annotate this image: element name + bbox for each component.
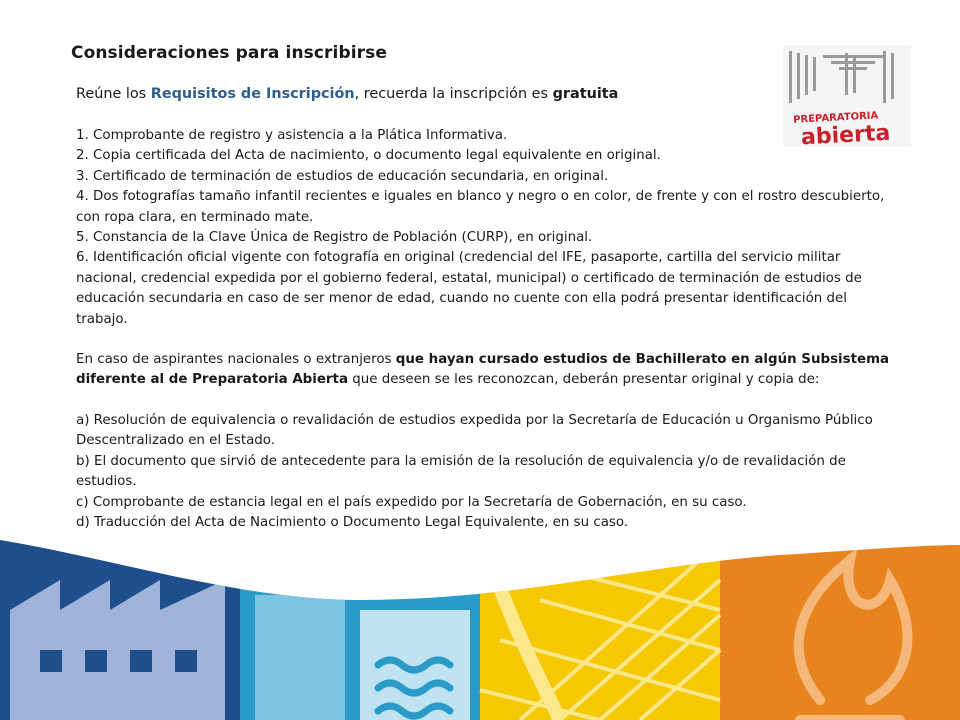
requirement-item: 4. Dos fotografías tamaño infantil recientes e iguales en blanco y negro o en color, de frente y con el rostro descubierto, con ropa clara, en terminado mate. (76, 189, 885, 225)
requirement-item: 3. Certificado de terminación de estudios de educación secundaria, en original. (76, 168, 609, 184)
foreign-requirement-item: b) El documento que sirvió de antecedente para la emisión de la resolución de equivalencia y/o de revalidación de estudios. (76, 453, 846, 490)
requirement-item: 6. Identificación oficial vigente con fotografía en original (credencial del IFE, pasaporte, cartilla del servicio militar nacional, credencial expedida por el gobierno federal, estatal, municipal) o certificado de terminación de estudios de educación secundaria en caso de ser menor de edad, cuando no cuente con ella podrá presentar identificación del trabajo. (76, 250, 862, 327)
svg-text:PREPARATORIA: PREPARATORIA (792, 110, 879, 126)
requirements-content (76, 84, 896, 533)
foreign-requirement-item: d) Traducción del Acta de Nacimiento o Documento Legal Equivalente, en su caso. (76, 514, 629, 530)
foreign-applicants-paragraph: En caso de aspirantes nacionales o extranjeros que hayan cursado estudios de Bachillerato en algún Subsistema diferente al de Preparatoria Abierta que deseen se les reconozcan, deberán presentar original y copia de: (76, 352, 890, 388)
requirement-item: 5. Constancia de la Clave Única de Registro de Población (CURP), en original. (76, 230, 593, 246)
page-title: Consideraciones para inscribirse (71, 43, 387, 63)
svg-text:abierta: abierta (800, 120, 891, 147)
requirements-link[interactable]: Requisitos de Inscripción (150, 86, 355, 102)
requirement-item: 2. Copia certificada del Acta de nacimiento, o documento legal equivalente en original. (76, 148, 661, 164)
requirement-item: 1. Comprobante de registro y asistencia a la Plática Informativa. (76, 128, 508, 143)
foreign-requirement-item: a) Resolución de equivalencia o revalidación de estudios expedida por la Secretaría de Educación u Organismo Público Descentralizado en el Estado. (76, 412, 873, 449)
intro-sentence: Reúne los Requisitos de Inscripción, recuerda la inscripción es gratuita (76, 86, 619, 102)
foreign-requirement-item: c) Comprobante de estancia legal en el país expedido por la Secretaría de Gobernación, en su caso. (76, 494, 747, 510)
